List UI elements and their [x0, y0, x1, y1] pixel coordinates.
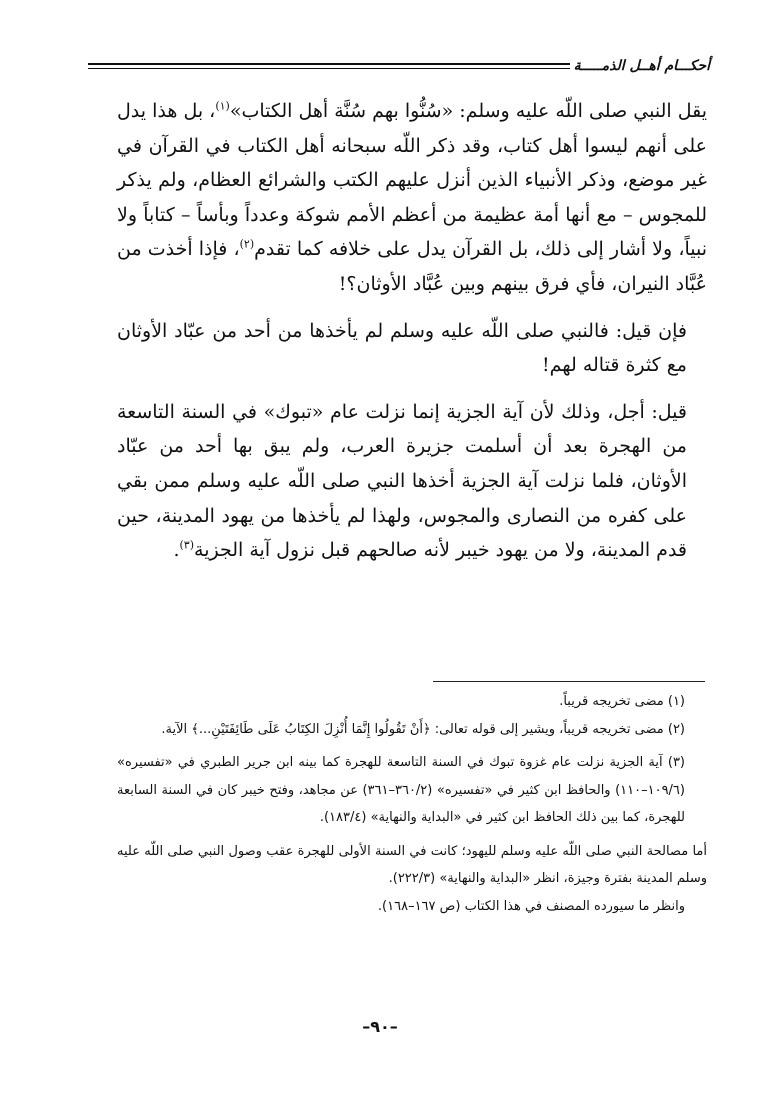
footnotes [117, 688, 707, 920]
p1-text-b: ، بل هذا يدل على أنهم ليسوا أهل كتاب، وقد ذكر اللّه سبحانه أهل الكتاب في القرآن في غير موضع، وذكر الأنبياء الذين أنزل عليهم الكتب والشرائع العظام، ولم يذكر للمجوس – مع أنها أمة عظيمة من أعظم الأمم شوكة وعدداً وبأساً – كتاباً ولا نبياً، ولا أشار إلى ذلك، بل القرآن يدل على خلافه كما تقدم [117, 100, 707, 261]
footnote-2: (٢) مضى تخريجه قريباً، ويشير إلى قوله تعالى: ﴿أَنْ تَقُولُوا إِنَّمَا أُنْزِلَ الكِتَابُ عَلَى طَائِفَتَيْنِ...﴾ الآية. [161, 721, 685, 737]
footnote-separator [433, 681, 705, 682]
paragraph-1 [117, 94, 707, 302]
running-header [88, 58, 710, 80]
page-number: –٩٠– [362, 1017, 398, 1036]
main-text [117, 94, 707, 568]
footnote-3-see-also: وانظر ما سيورده المصنف في هذا الكتاب (ص ١٦٧–١٦٨). [377, 898, 685, 914]
header-double-rule [88, 63, 570, 69]
footnote-ref-3[interactable]: (٣) [179, 538, 195, 552]
footnote-1: (١) مضى تخريجه قريباً. [559, 694, 685, 709]
p3-text: قيل: أجل، وذلك لأن آية الجزية إنما نزلت عام «تبوك» في السنة التاسعة من الهجرة بعد أن أسلمت جزيرة العرب، ولم يبق بها أحد من عبّاد الأوثان، فلما نزلت آية الجزية أخذها النبي صلى اللّه عليه وسلم ممن بقي على كفره من النصارى والمجوس، ولهذا لم يأخذها من يهود المدينة، حين قدم المدينة، ولا من يهود خيبر لأنه صالحهم قبل نزول آية الجزية [117, 400, 687, 562]
footnote-ref-1[interactable]: (١) [215, 99, 230, 113]
p3-end: . [173, 539, 180, 562]
footnote-ref-2[interactable]: (٢) [239, 238, 255, 252]
header-title: أحكـــام أهــل الذمـــــة [568, 58, 710, 74]
footnote-3-continued: أما مصالحة النبي صلى اللّه عليه وسلم لليهود؛ كانت في السنة الأولى للهجرة عقب وصول النبي صلى اللّه عليه وسلم المدينة بفترة وجيزة، انظر «البداية والنهاية» (٢٢٢/٣). [117, 843, 707, 886]
p1-text-a: يقل النبي صلى اللّه عليه وسلم: «سُنُّوا بهم سُنَّة أهل الكتاب» [229, 100, 707, 122]
p1-text-c: ، فإذا أخذت من عُبَّاد النيران، فأي فرق بينهم وبين عُبَّاد الأوثان؟! [117, 238, 707, 295]
paragraph-3 [117, 395, 707, 568]
footnote-3: (٣) آية الجزية نزلت عام غزوة تبوك في السنة التاسعة للهجرة كما بينه ابن جرير الطبري في «تفسيره» (١٠٩/٦–١١٠) والحافظ ابن كثير في «تفسيره» (٣٦٠/٢–٣٦١) عن مجاهد، وفتح خيبر كان في السنة السابعة للهجرة، كما بين ذلك الحافظ ابن كثير في «البداية والنهاية» (١٨٣/٤). [117, 755, 685, 825]
paragraph-2: فإن قيل: فالنبي صلى اللّه عليه وسلم لم يأخذها من أحد من عبّاد الأوثان مع كثرة قتاله لهم! [117, 319, 687, 377]
